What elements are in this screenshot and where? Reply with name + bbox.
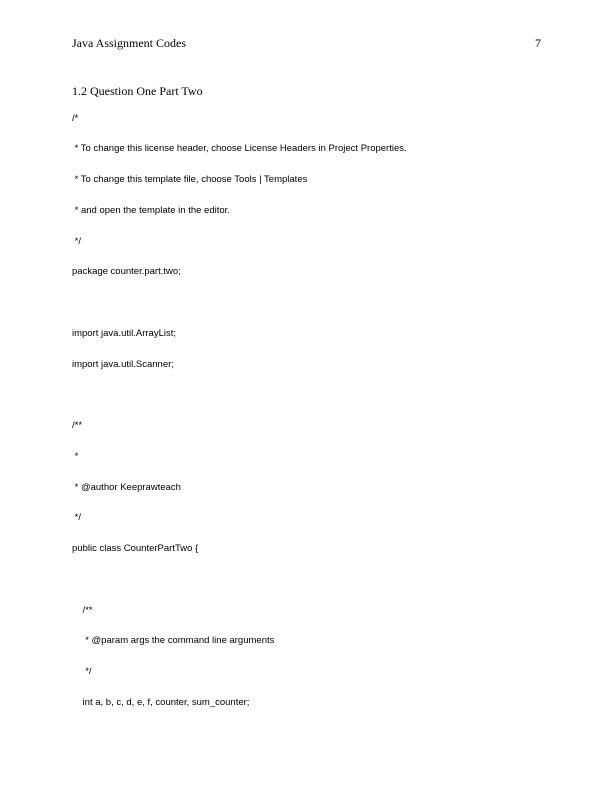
code-line: */ [72,666,92,677]
code-line: import java.util.ArrayList; [72,328,177,339]
code-line: /** [72,420,83,431]
code-line: * To change this license header, choose License Headers in Project Properties. [72,143,407,154]
code-line: * To change this template file, choose Tools | Templates [72,174,308,185]
page-number: 7 [535,36,541,50]
section-heading: 1.2 Question One Part Two [72,84,203,98]
code-line: package counter.part.two; [72,266,181,277]
code-line: int a, b, c, d, e, f, counter, sum_counter; [72,697,250,708]
code-line: * [72,451,79,462]
code-line: */ [72,236,81,247]
code-line: */ [72,512,81,523]
code-line: * @author Keeprawteach [72,482,181,493]
running-header-title: Java Assignment Codes [72,36,186,50]
code-line: /* [72,113,79,124]
code-line: public class CounterPartTwo { [72,543,199,554]
code-line: * and open the template in the editor. [72,205,230,216]
code-line: * @param args the command line arguments [72,635,275,646]
code-line: /** [72,605,93,616]
code-line: import java.util.Scanner; [72,359,174,370]
